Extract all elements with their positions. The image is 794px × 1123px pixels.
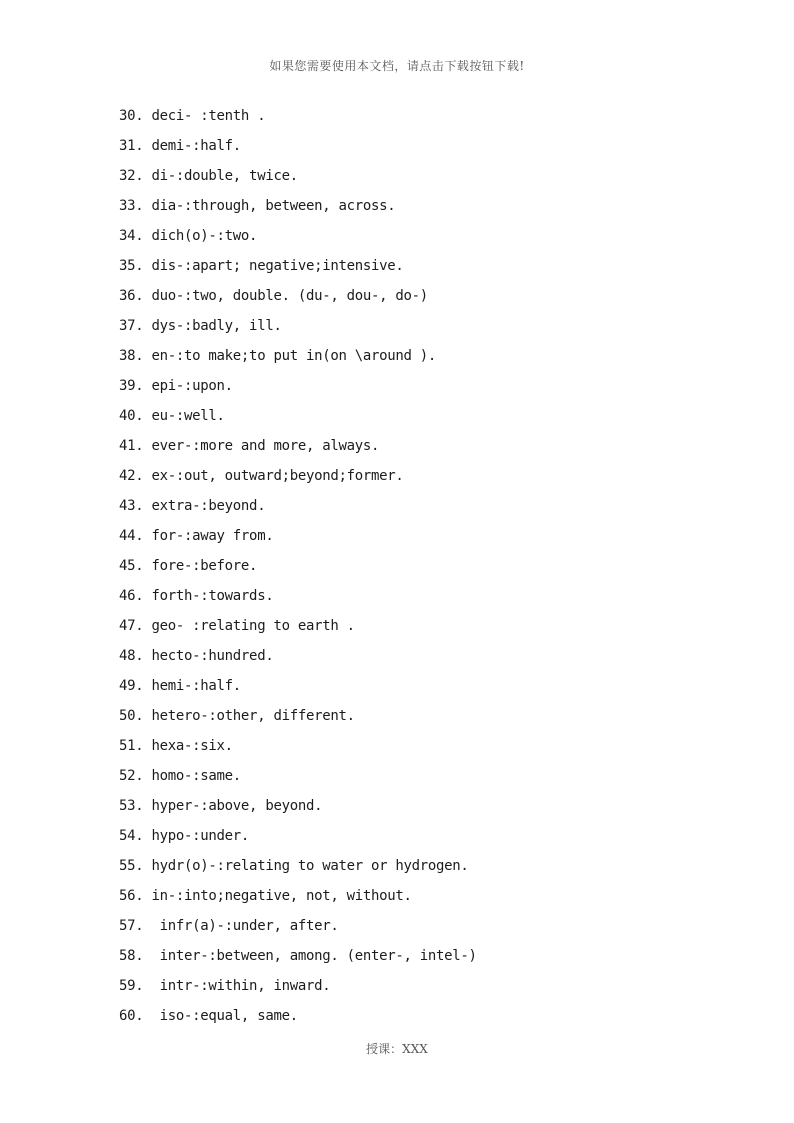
- list-item: 57. infr(a)-:under, after.: [119, 918, 339, 934]
- list-item: 43. extra-:beyond.: [119, 498, 266, 514]
- list-item: 47. geo- :relating to earth .: [119, 618, 355, 634]
- list-item: 50. hetero-:other, different.: [119, 708, 355, 724]
- list-item: 52. homo-:same.: [119, 768, 241, 784]
- list-item: 49. hemi-:half.: [119, 678, 241, 694]
- list-item: 39. epi-:upon.: [119, 378, 233, 394]
- prefix-list: [119, 104, 719, 1034]
- list-item: 30. deci- :tenth .: [119, 108, 266, 124]
- list-item: 37. dys-:badly, ill.: [119, 318, 282, 334]
- download-notice: 如果您需要使用本文档，请点击下载按钮下载!: [269, 59, 525, 73]
- list-item: 38. en-:to make;to put in(on \around ).: [119, 348, 437, 364]
- list-item: 53. hyper-:above, beyond.: [119, 798, 323, 814]
- list-item: 36. duo-:two, double. (du-, dou-, do-): [119, 288, 428, 304]
- list-item: 59. intr-:within, inward.: [119, 978, 331, 994]
- footer-instructor: 授课：XXX: [366, 1042, 428, 1056]
- list-item: 56. in-:into;negative, not, without.: [119, 888, 412, 904]
- list-item: 40. eu-:well.: [119, 408, 225, 424]
- list-item: 60. iso-:equal, same.: [119, 1008, 298, 1024]
- list-item: 46. forth-:towards.: [119, 588, 274, 604]
- list-item: 32. di-:double, twice.: [119, 168, 298, 184]
- list-item: 35. dis-:apart; negative;intensive.: [119, 258, 404, 274]
- list-item: 48. hecto-:hundred.: [119, 648, 274, 664]
- list-item: 55. hydr(o)-:relating to water or hydrogen.: [119, 858, 469, 874]
- list-item: 34. dich(o)-:two.: [119, 228, 258, 244]
- list-item: 58. inter-:between, among. (enter-, intel-): [119, 948, 477, 964]
- list-item: 54. hypo-:under.: [119, 828, 250, 844]
- list-item: 41. ever-:more and more, always.: [119, 438, 380, 454]
- list-item: 45. fore-:before.: [119, 558, 258, 574]
- list-item: 33. dia-:through, between, across.: [119, 198, 396, 214]
- list-item: 31. demi-:half.: [119, 138, 241, 154]
- list-item: 42. ex-:out, outward;beyond;former.: [119, 468, 404, 484]
- list-item: 51. hexa-:six.: [119, 738, 233, 754]
- list-item: 44. for-:away from.: [119, 528, 274, 544]
